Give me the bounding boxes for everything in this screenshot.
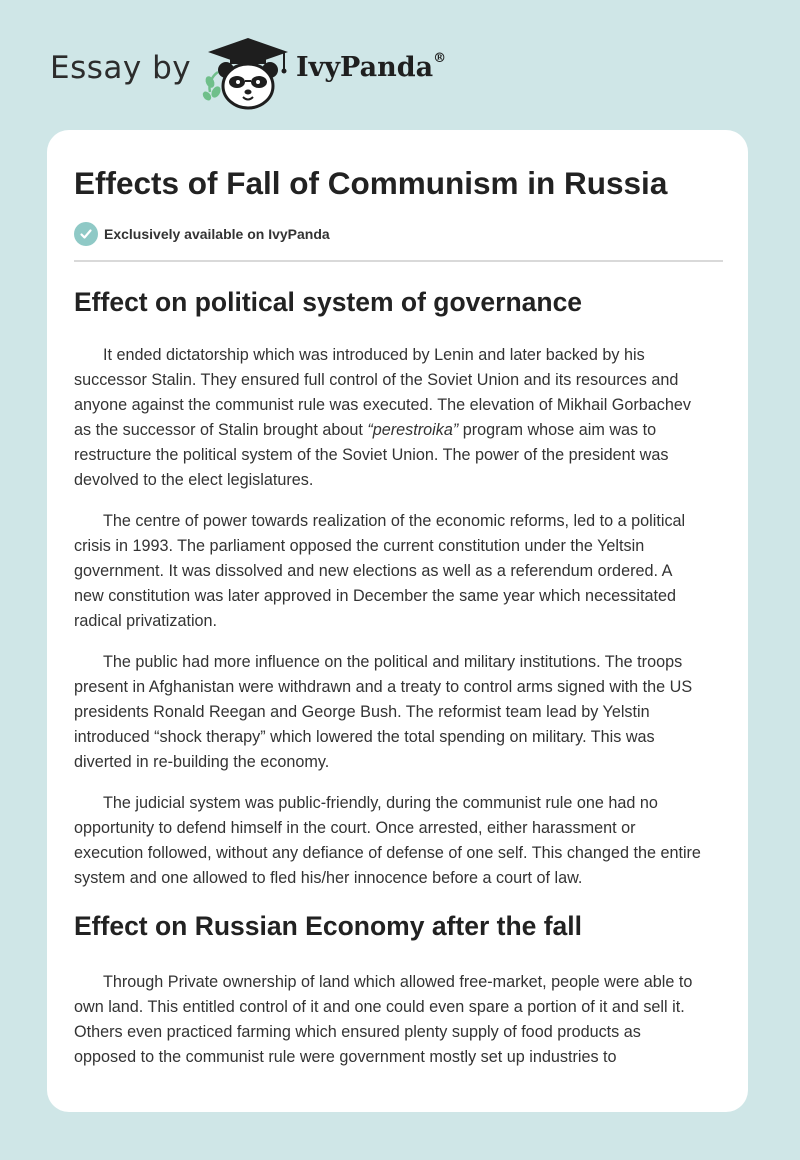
text-line: The public had more influence on the political and military institutions. The troops (103, 653, 683, 671)
text-line: opposed to the communist rule were government mostly set up industries to (74, 1048, 617, 1066)
text-line: execution followed, without any defiance of defense of one self. This changed the entire (74, 844, 701, 862)
section-heading-economy: Effect on Russian Economy after the fall (74, 911, 583, 941)
paragraph-political-1 (74, 343, 724, 493)
text-line: devolved to the elect legislatures. (74, 471, 314, 489)
text-line: new constitution was later approved in December the same year which necessitated (74, 587, 676, 605)
paragraph-political-2 (74, 509, 724, 634)
text-line: opportunity to defend himself in the court. Once arrested, either harassment or (74, 819, 636, 837)
exclusive-badge-label: Exclusively available on IvyPanda (104, 226, 330, 242)
text-segment: as the successor of Stalin brought about (74, 421, 368, 439)
brand-text: IvyPanda (296, 52, 434, 83)
paragraph-economy-1 (74, 970, 724, 1070)
text-line: present in Afghanistan were withdrawn and a treaty to control arms signed with the US (74, 678, 693, 696)
text-line: anyone against the communist rule was executed. The elevation of Mikhail Gorbachev (74, 396, 691, 414)
text-line: successor Stalin. They ensured full control of the Soviet Union and its resources and (74, 371, 679, 389)
text-line: radical privatization. (74, 612, 218, 630)
exclusive-badge (74, 221, 330, 247)
text-line (74, 418, 724, 443)
essay-title: Effects of Fall of Communism in Russia (74, 165, 668, 201)
panda-logo-icon[interactable] (200, 36, 296, 110)
text-line: presidents Ronald Reegan and George Bush. The reformist team lead by Yelstin (74, 703, 650, 721)
text-line: Others even practiced farming which ensured plenty supply of food products as (74, 1023, 641, 1041)
text-line: own land. This entitled control of it and one could even spare a portion of it and sell it. (74, 998, 685, 1016)
text-line: introduced “shock therapy” which lowered the total spending on military. This was (74, 728, 655, 746)
site-header (0, 0, 800, 130)
text-line: government. It was dissolved and new elections as well as a referendum ordered. A (74, 562, 673, 580)
registered-mark: ® (433, 51, 447, 66)
text-line: system and one allowed to fled his/her innocence before a court of law. (74, 869, 583, 887)
text-line: diverted in re-building the economy. (74, 753, 330, 771)
essay-by-label: Essay by (50, 50, 192, 86)
title-divider (74, 260, 723, 262)
text-line: The judicial system was public-friendly, during the communist rule one had no (103, 794, 658, 812)
text-line: The centre of power towards realization of the economic reforms, led to a political (103, 512, 686, 530)
ivypanda-brand[interactable] (296, 52, 446, 83)
checkmark-circle-icon (74, 222, 98, 246)
text-line: Through Private ownership of land which allowed free-market, people were able to (103, 973, 693, 991)
essay-card (47, 130, 748, 1112)
text-segment: program whose aim was to (458, 421, 657, 439)
paragraph-political-4 (74, 791, 724, 891)
text-line: It ended dictatorship which was introduced by Lenin and later backed by his (103, 346, 645, 364)
perestroika-term: “perestroika” (367, 421, 459, 439)
paragraph-political-3 (74, 650, 724, 775)
text-line: restructure the political system of the Soviet Union. The power of the president was (74, 446, 669, 464)
text-line: crisis in 1993. The parliament opposed the current constitution under the Yeltsin (74, 537, 645, 555)
section-heading-political: Effect on political system of governance (74, 287, 583, 317)
